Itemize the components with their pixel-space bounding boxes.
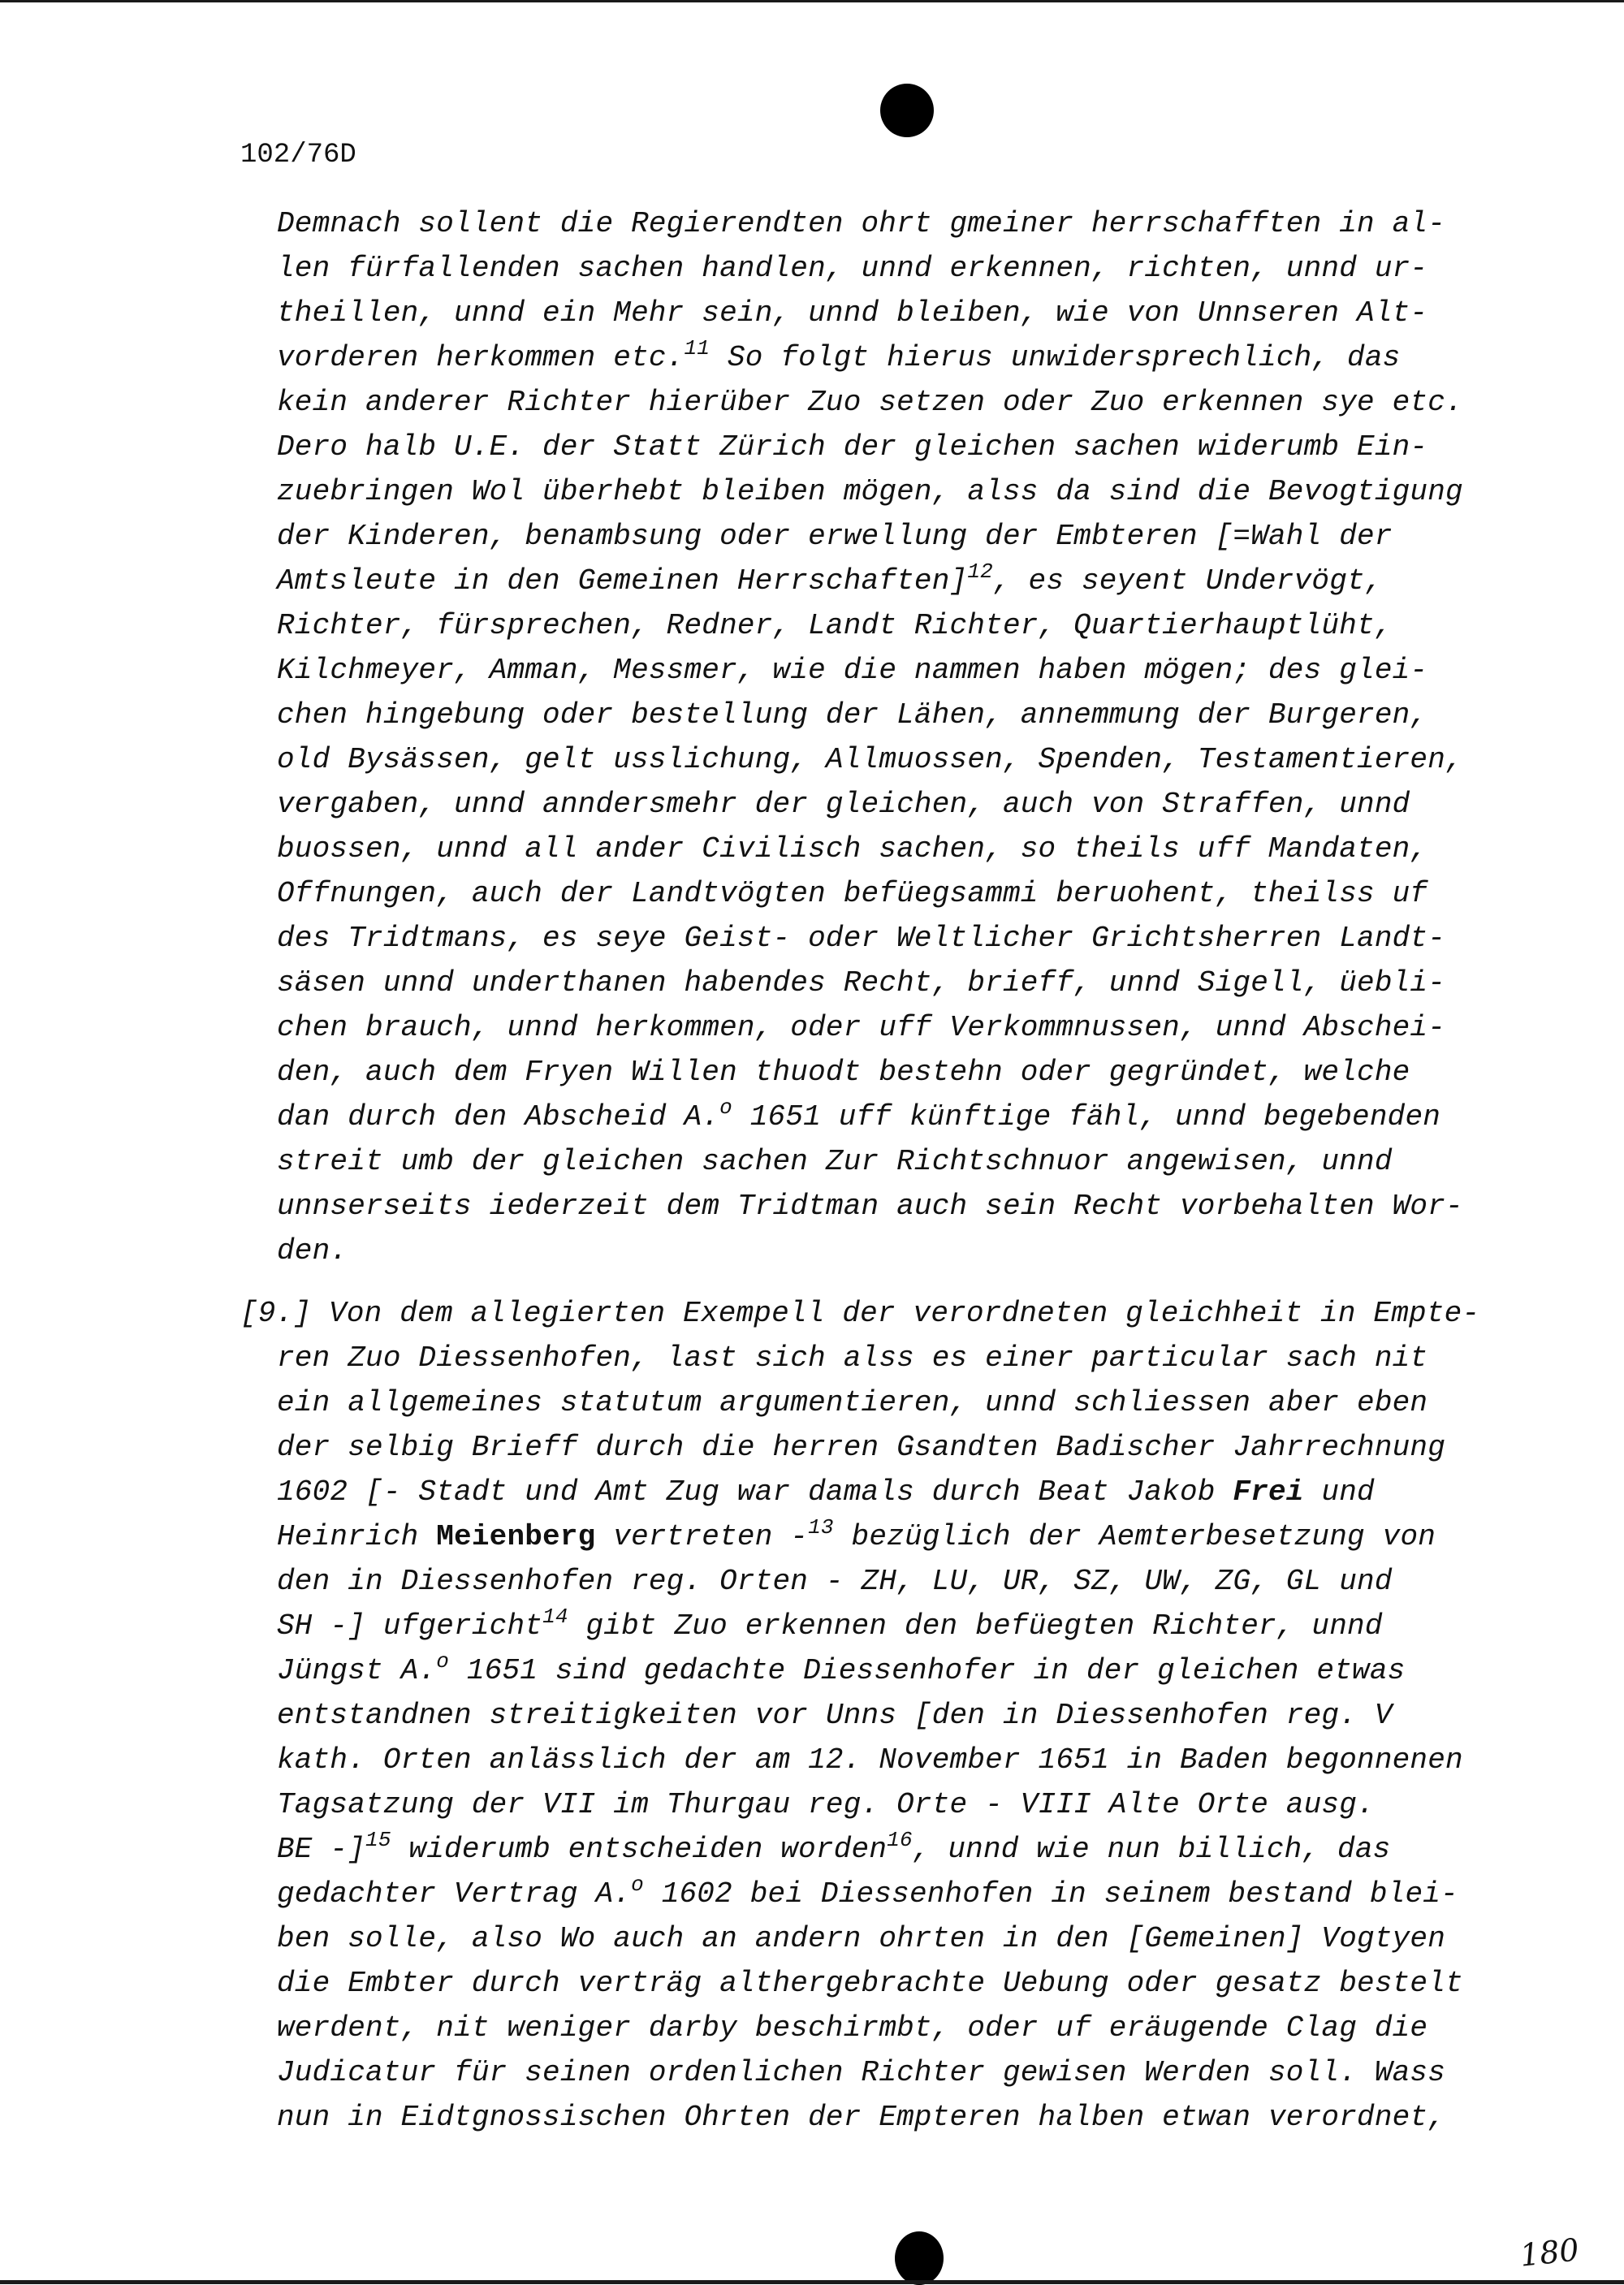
name-meienberg: Meienberg <box>436 1520 596 1553</box>
text-line: Richter, fürsprechen, Redner, Landt Richter, Quartierhauptlüht, <box>277 609 1393 642</box>
footnote-ref-14: 14 <box>542 1605 568 1629</box>
text-line: der selbig Brieff durch die herren Gsandten Badischer Jahrrechnung <box>277 1431 1446 1464</box>
text-line: dan durch den Abscheid A.$^o$ 1651 uff künftige fähl, unnd begebenden <box>277 1095 1441 1134</box>
text-line: chen brauch, unnd herkommen, oder uff Verkommnussen, unnd Abschei- <box>277 1011 1446 1044</box>
footnote-ref-11: 11 <box>684 336 710 361</box>
document-reference: 102/76D <box>240 140 356 171</box>
text-line: Judicatur für seinen ordenlichen Richter gewisen Werden soll. Wass <box>277 2056 1446 2089</box>
text-line: des Tridtmans, es seye Geist- oder Weltlicher Grichtsherren Landt- <box>277 922 1446 955</box>
text-line: den. <box>277 1234 348 1268</box>
footnote-ref-12: 12 <box>967 559 993 584</box>
text-line: Dero halb U.E. der Statt Zürich der gleichen sachen widerumb Ein- <box>277 430 1428 464</box>
text-line: säsen unnd underthanen habendes Recht, brieff, unnd Sigell, üebli- <box>277 966 1446 1000</box>
text-line: Heinrich Meienberg vertreten -$^{13}$ bezüglich der Aemterbesetzung von <box>277 1515 1436 1553</box>
text-line: vergaben, unnd anndersmehr der gleichen, auch von Straffen, unnd <box>277 788 1410 821</box>
text-line: SH -] ufgericht$^{14}$ gibt Zuo erkennen den befüegten Richter, unnd <box>277 1605 1383 1643</box>
degree-mark: o <box>436 1649 450 1674</box>
text-line: den in Diessenhofen reg. Orten - ZH, LU, UR, SZ, UW, ZG, GL und <box>277 1565 1393 1598</box>
text-line: vorderen herkommen etc.$^{11}$ So folgt hierus unwidersprechlich, das <box>277 336 1401 374</box>
text-line: len fürfallenden sachen handlen, unnd erkennen, richten, unnd ur- <box>277 252 1428 285</box>
text-line: nun in Eidtgnossischen Ohrten der Empteren halben etwan verordnet, <box>277 2101 1446 2134</box>
text-line: BE -]$^{15}$ widerumb entscheiden worden$^{16}$, unnd wie nun billich, das <box>277 1828 1391 1866</box>
text-line: 1602 [- Stadt und Amt Zug war damals durch Beat Jakob Frei und <box>277 1475 1375 1509</box>
text-line: Demnach sollent die Regierendten ohrt gmeiner herrschafften in al- <box>277 207 1446 240</box>
text-line: die Embter durch verträg althergebrachte Uebung oder gesatz bestelt <box>277 1967 1463 2000</box>
text-line: Jüngst A.$^o$ 1651 sind gedachte Diessenhofer in der gleichen etwas <box>277 1649 1406 1687</box>
paragraph-2 <box>240 1291 1572 2140</box>
punch-hole-top <box>880 84 934 137</box>
paragraph-gap <box>240 1273 1572 1291</box>
bottom-scan-border <box>0 2280 1624 2284</box>
punch-hole-bottom <box>895 2231 944 2285</box>
text-line: entstandnen streitigkeiten vor Unns [den in Diessenhofen reg. V <box>277 1699 1393 1732</box>
text-line: [9.] Von dem allegierten Exempell der verordneten gleichheit in Empte- <box>240 1297 1480 1330</box>
text-line: den, auch dem Fryen Willen thuodt bestehn oder gegründet, welche <box>277 1056 1410 1089</box>
text-line: werdent, nit weniger darby beschirmbt, oder uf eräugende Clag die <box>277 2011 1428 2045</box>
handwritten-folio-number: 180 <box>1518 2231 1581 2274</box>
text-line: der Kinderen, benambsung oder erwellung der Embteren [=Wahl der <box>277 520 1393 553</box>
degree-mark: o <box>631 1872 644 1897</box>
text-line: Amtsleute in den Gemeinen Herrschaften]$^{12}$, es seyent Undervögt, <box>277 559 1383 598</box>
text-line: Kilchmeyer, Amman, Messmer, wie die nammen haben mögen; des glei- <box>277 654 1428 687</box>
text-line: ren Zuo Diessenhofen, last sich alss es einer particular sach nit <box>277 1341 1428 1375</box>
document-body <box>240 201 1572 2140</box>
text-line: buossen, unnd all ander Civilisch sachen, so theils uff Mandaten, <box>277 832 1428 866</box>
top-scan-border <box>0 0 1624 2</box>
text-line: ein allgemeines statutum argumentieren, unnd schliessen aber eben <box>277 1386 1428 1419</box>
text-line: old Bysässen, gelt usslichung, Allmuossen, Spenden, Testamentieren, <box>277 743 1463 776</box>
footnote-ref-16: 16 <box>887 1828 913 1852</box>
text-line: chen hingebung oder bestellung der Lähen, annemmung der Burgeren, <box>277 698 1428 732</box>
text-line: unnserseits iederzeit dem Tridtman auch sein Recht vorbehalten Wor- <box>277 1190 1463 1223</box>
text-line: streit umb der gleichen sachen Zur Richtschnuor angewisen, unnd <box>277 1145 1393 1178</box>
text-line: zuebringen Wol überhebt bleiben mögen, alss da sind die Bevogtigung <box>277 475 1463 508</box>
text-line: theillen, unnd ein Mehr sein, unnd bleiben, wie von Unnseren Alt- <box>277 296 1428 330</box>
text-line: Offnungen, auch der Landtvögten befüegsammi beruohent, theilss uf <box>277 877 1428 910</box>
name-frei: Frei <box>1233 1475 1304 1509</box>
paragraph-1 <box>240 201 1572 1273</box>
text-line: kath. Orten anlässlich der am 12. November 1651 in Baden begonnenen <box>277 1743 1463 1777</box>
text-line: ben solle, also Wo auch an andern ohrten in den [Gemeinen] Vogtyen <box>277 1922 1446 1955</box>
footnote-ref-15: 15 <box>365 1828 391 1852</box>
text-line: Tagsatzung der VII im Thurgau reg. Orte - VIII Alte Orte ausg. <box>277 1788 1375 1821</box>
degree-mark: o <box>719 1095 732 1120</box>
text-line: gedachter Vertrag A.$^o$ 1602 bei Diessenhofen in seinem bestand blei- <box>277 1872 1458 1911</box>
text-line: kein anderer Richter hierüber Zuo setzen oder Zuo erkennen sye etc. <box>277 386 1463 419</box>
footnote-ref-13: 13 <box>808 1515 834 1540</box>
